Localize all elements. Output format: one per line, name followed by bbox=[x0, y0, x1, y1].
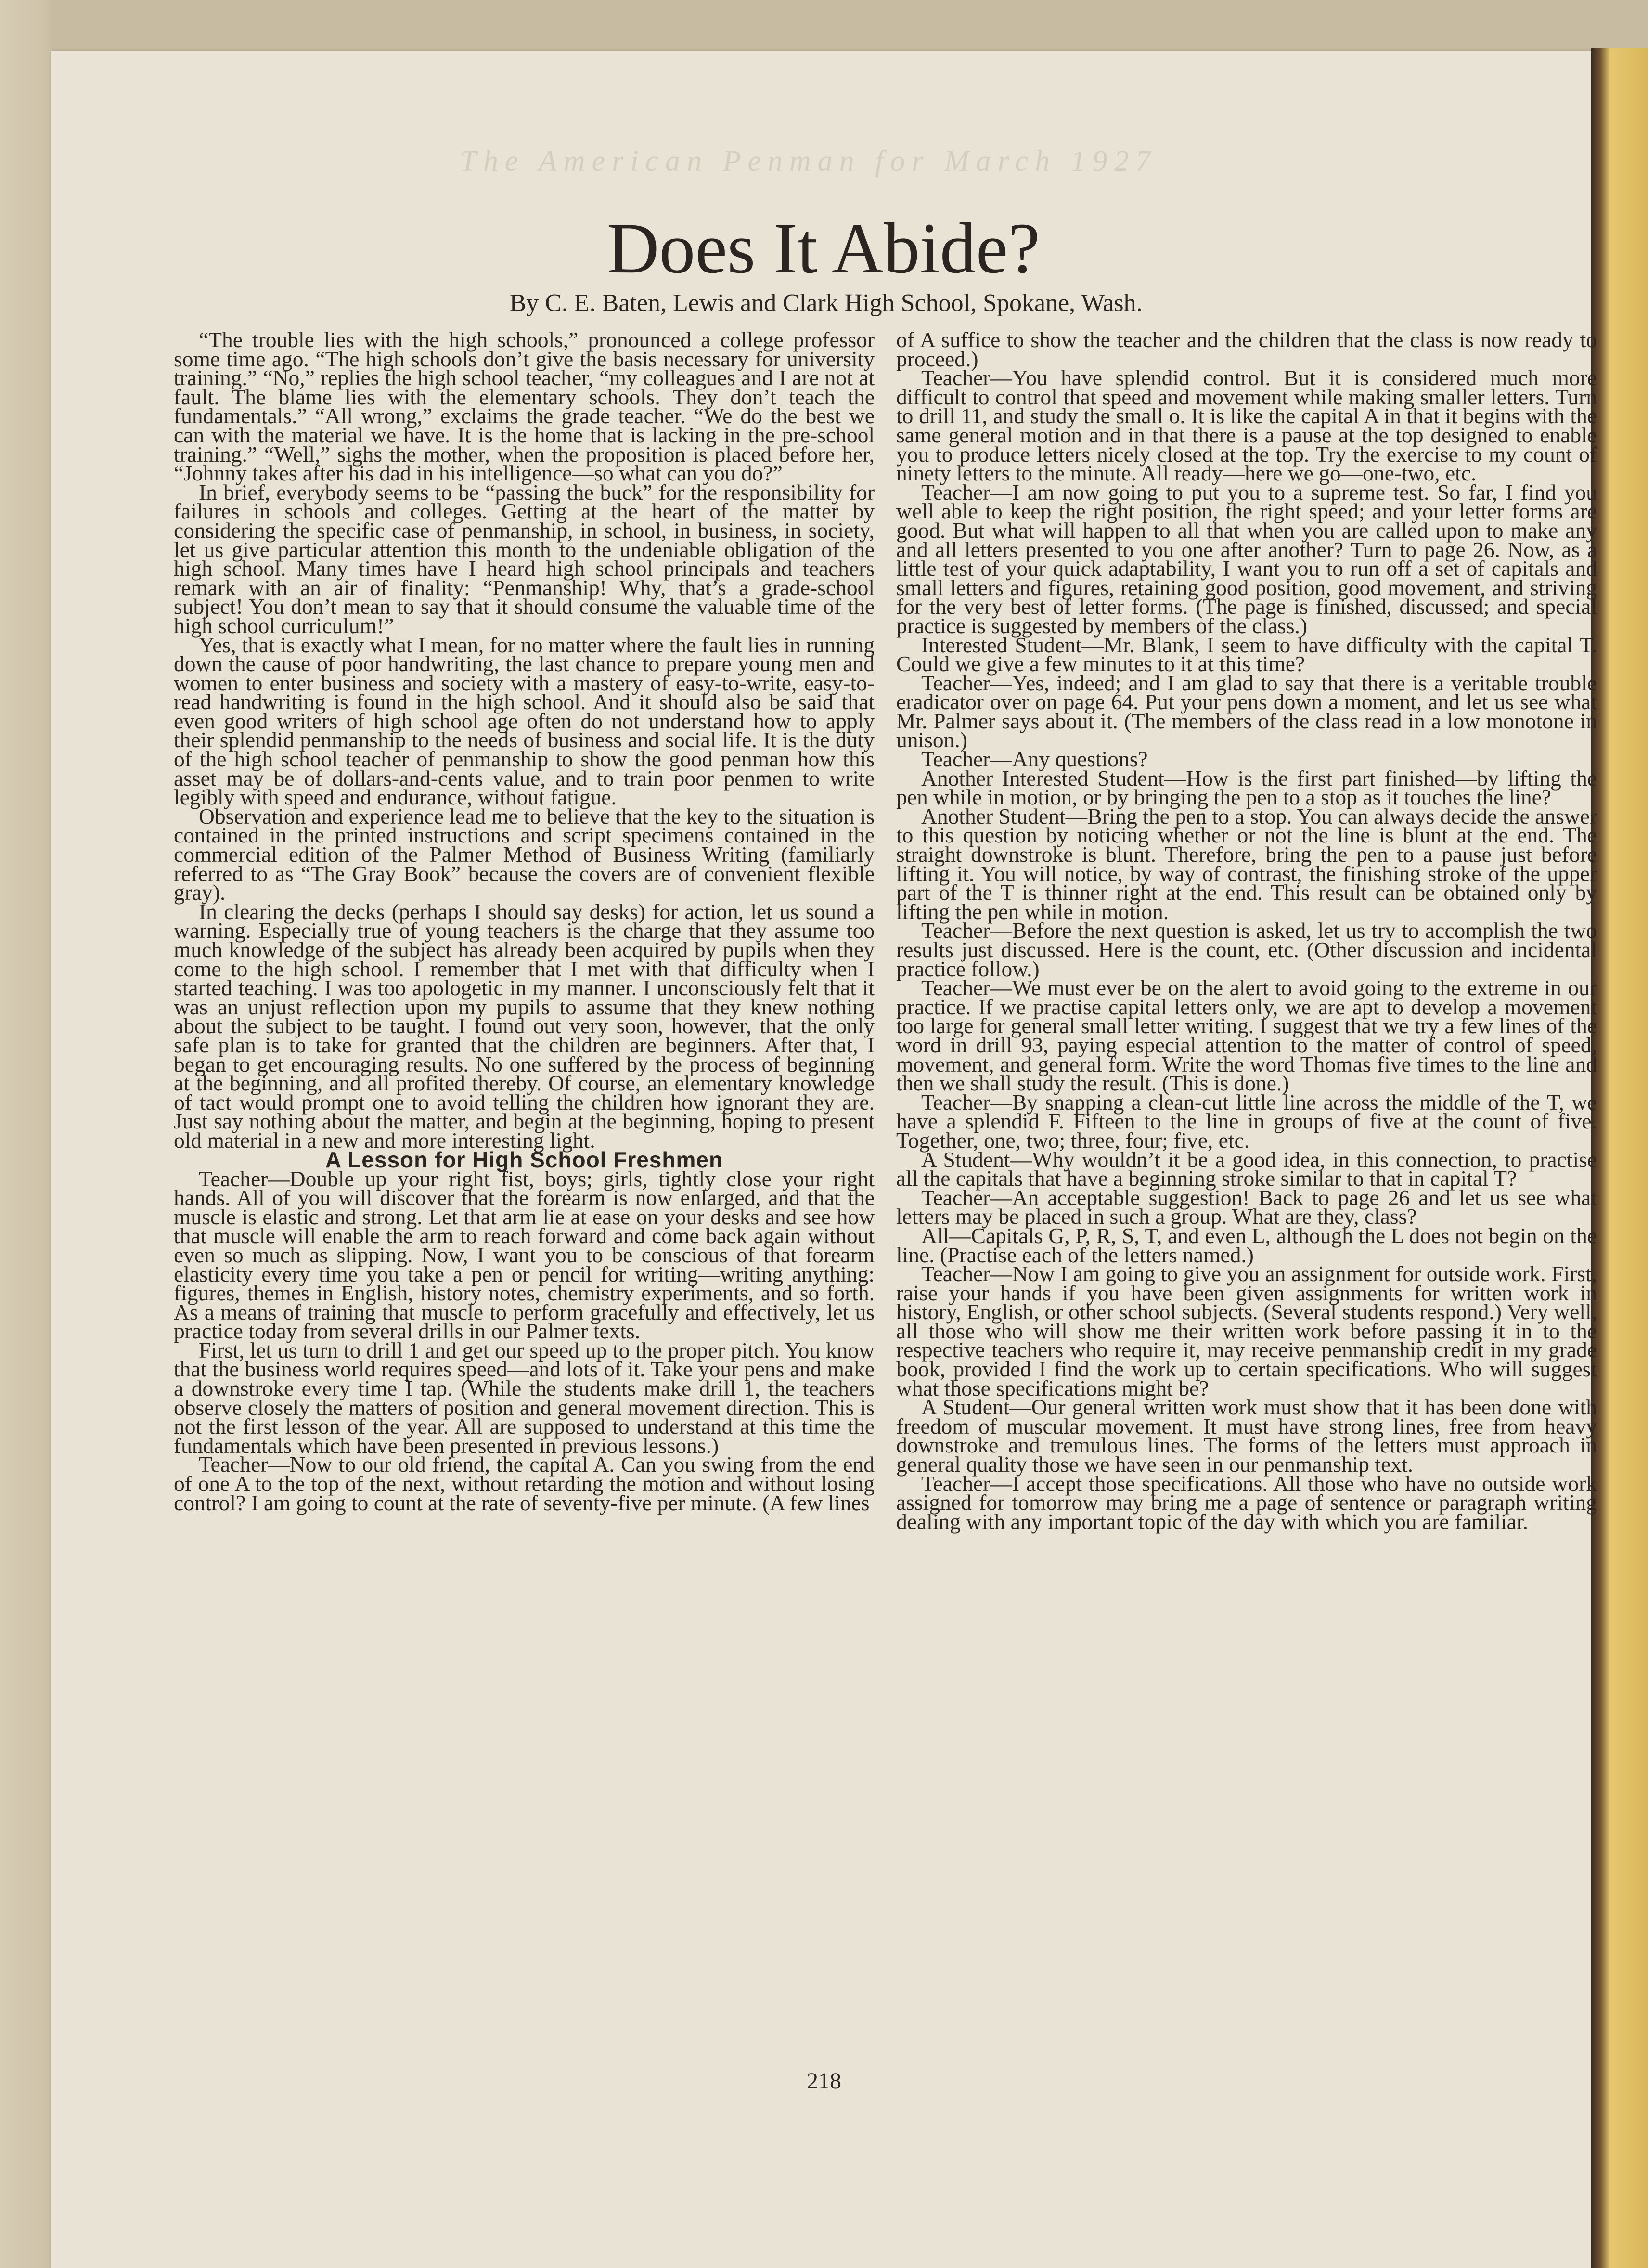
paragraph: Teacher—Double up your right fist, boys; girls, tightly close your right hands. All of you will discover that the forearm is now enlarged, and that the muscle is elastic and strong. Let that arm lie at ease on your desks and see how that muscle will enable the arm to reach forward and come back again without even so much as slipping. Now, I want you to be conscious of that forearm elasticity every time you take a pen or pencil for writing—writing anything: figures, themes in English, history notes, chemistry experiments, and so forth. As a means of training that muscle to perform gracefully and effectively, let us practice today from several drills in our Palmer texts. bbox=[174, 1166, 875, 1344]
left-column bbox=[174, 330, 875, 2047]
article-title: Does It Abide? bbox=[607, 208, 1040, 288]
paragraph: Teacher—An acceptable suggestion! Back to page 26 and let us see what letters may be placed in such a group. What are they, class? bbox=[896, 1185, 1597, 1229]
paragraph: Teacher—I accept those specifications. All those who have no outside work assigned for tomorrow may bring me a page of sentence or paragraph writing dealing with any important topic of the day with which you are familiar. bbox=[896, 1471, 1597, 1534]
paragraph: Teacher—Any questions? bbox=[921, 747, 1148, 772]
paragraph: Teacher—Now I am going to give you an assignment for outside work. First, raise your hands if you have been given assignments for written work in history, English, or other school subjects. (Several students respond.) Very well, all those who will show me their written work before passing it in to the respective teachers who require it, may receive penmanship credit in my grade book, provided I find the work up to certain specifications. Who will suggest what those specifications might be? bbox=[896, 1261, 1597, 1400]
paragraph: Teacher—Now to our old friend, the capital A. Can you swing from the end of one A to the top of the next, without retarding the motion and without losing control? I am going to count at the rate of seventy-five per minute. (A few lines bbox=[174, 1452, 875, 1515]
paragraph: Observation and experience lead me to believe that the key to the situation is contained in the printed instructions and script specimens contained in the commercial edition of the Palmer Method of Business Writing (familiarly referred to as “The Gray Book” because the covers are of convenient flexible gray). bbox=[174, 804, 875, 905]
paragraph: Teacher—By snapping a clean-cut little line across the middle of the T, we have a splendid F. Fifteen to the line in groups of five at the count of five. Together, one, two; three, four; five, etc. bbox=[896, 1089, 1597, 1153]
paragraph: First, let us turn to drill 1 and get our speed up to the proper pitch. You know that the business world requires speed—and lots of it. Take your pens and make a downstroke every time I tap. (While the students make drill 1, the teachers observe closely the matters of position and general movement direction. This is not the first lesson of the year. All are supposed to understand at this time the fundamentals which have been presented in previous lessons.) bbox=[174, 1337, 875, 1458]
paragraph: Teacher—Yes, indeed; and I am glad to say that there is a veritable trouble eradicator over on page 64. Put your pens down a moment, and let us see what Mr. Palmer says about it. (The members of the class read in a low monotone in unison.) bbox=[896, 670, 1597, 752]
paragraph: Another Interested Student—How is the first part finished—by lifting the pen while in motion, or by bringing the pen to a stop as it touches the line? bbox=[896, 765, 1597, 810]
paragraph: Another Student—Bring the pen to a stop. You can always decide the answer to this question by noticing whether or not the line is blunt at the end. The straight downstroke is blunt. Therefore, bring the pen to a pause just before lifting it. You will notice, by way of contrast, the finishing stroke of the upper part of the T is thinner right at the end. This result can be obtained only by lifting the pen while in motion. bbox=[896, 804, 1597, 924]
paragraph: In brief, everybody seems to be “passing the buck” for the responsibility for failures in schools and colleges. Getting at the heart of the matter by considering the specific case of penmanship, in school, in business, in society, let us give particular attention this month to the undeniable obligation of the high school. Many times have I heard high school principals and teachers remark with an air of finality: “Penmanship! Why, that’s a grade-school subject! You don’t mean to say that it should consume the valuable time of the high school curriculum!” bbox=[174, 480, 875, 638]
paragraph: A Student—Our general written work must show that it has been done with freedom of muscular movement. It must have strong lines, free from heavy downstroke and tremulous lines. The forms of the letters must approach in general quality those we have seen in our penmanship text. bbox=[896, 1395, 1597, 1477]
paragraph: All—Capitals G, P, R, S, T, and even L, although the L does not begin on the line. (Practise each of the letters named.) bbox=[896, 1223, 1597, 1267]
paragraph: Teacher—We must ever be on the alert to avoid going to the extreme in our practice. If we practise capital letters only, we are apt to develop a movement too large for general small letter writing. I suggest that we try a few lines of the word in drill 93, paying especial attention to the matter of control of speed, movement, and general form. Write the word Thomas five times to the line and then we shall study the result. (This is done.) bbox=[896, 975, 1597, 1096]
page-number: 218 bbox=[807, 2068, 841, 2094]
paragraph: “The trouble lies with the high schools,” pronounced a college professor some time ago. “The high schools don’t give the basis necessary for university training.” “No,” replies the high school teacher, “my colleagues and I are not at fault. The blame lies with the elementary schools. They don’t teach the fundamentals.” “All wrong,” exclaims the grade teacher. “We do the best we can with the material we have. It is the home that is lacking in the pre-school training.” “Well,” sighs the mother, when the proposition is placed before her, “Johnny takes after his dad in his intelligence—so what can you do?” bbox=[174, 330, 875, 486]
right-column bbox=[896, 330, 1597, 2047]
paragraph: Yes, that is exactly what I mean, for no matter where the fault lies in running down the cause of poor handwriting, the last chance to prepare young men and women to enter business and society with a mastery of easy-to-write, easy-to-read handwriting is found in the high school. And it should also be said that even good writers of high school age often do not understand how to apply their splendid penmanship to the needs of business and social life. It is the duty of the high school teacher of penmanship to show the good penman how this asset may be of dollars-and-cents value, and to train poor penmen to write legibly with speed and endurance, without fatigue. bbox=[174, 632, 875, 810]
paragraph: A Student—Why wouldn’t it be a good idea, in this connection, to practise all the capitals that have a beginning stroke similar to that in capital T? bbox=[896, 1147, 1597, 1191]
running-head-bleedthrough: The American Penman for March 1927 bbox=[460, 145, 1158, 178]
paragraph: of A suffice to show the teacher and the children that the class is now ready to proceed.) bbox=[896, 330, 1597, 371]
paragraph: Teacher—You have splendid control. But it is considered much more difficult to control that speed and movement while making smaller letters. Turn to drill 11, and study the small o. It is like the capital A in that it begins with the same general motion and in that there is a pause at the top designed to enable you to produce letters nicely closed at the top. Try the exercise to my count of ninety letters to the minute. All ready—here we go—one-two, etc. bbox=[896, 365, 1597, 486]
paragraph: Teacher—Before the next question is asked, let us try to accomplish the two results just discussed. Here is the count, etc. (Other discussion and incidental practice follow.) bbox=[896, 918, 1597, 981]
paragraph: In clearing the decks (perhaps I should say desks) for action, let us sound a warning. Especially true of young teachers is the charge that they assume too much knowledge of the subject has already been acquired by pupils when they come to the high school. I remember that I met with that difficulty when I started teaching. I was too apologetic in my manner. I unconsciously felt that it was an unjust reflection upon my pupils to assume that they knew nothing about the subject to be taught. I found out very soon, however, that the only safe plan is to take for granted that the children are beginners. After that, I began to get encouraging results. No one suffered by the process of beginning at the beginning, and all profited thereby. Of course, an elementary knowledge of tact would prompt one to avoid telling the children how ignorant they are. Just say nothing about the matter, and begin at the beginning, hoping to present old material in a new and more interesting light. bbox=[174, 899, 875, 1153]
paragraph: Teacher—I am now going to put you to a supreme test. So far, I find you well able to keep the right position, the right speed; and your letter forms are good. But what will happen to all that when you are called upon to make any and all letters presented to you one after another? Turn to page 26. Now, as a little test of your quick adaptability, I want you to run off a set of capitals and small letters and figures, retaining good position, good movement, and striving for the very best of letter forms. (The page is finished, discussed; and special practice is suggested by members of the class.) bbox=[896, 480, 1597, 638]
paragraph: Interested Student—Mr. Blank, I seem to have difficulty with the capital T. Could we give a few minutes to it at this time? bbox=[896, 632, 1597, 676]
article-byline: By C. E. Baten, Lewis and Clark High School, Spokane, Wash. bbox=[509, 289, 1143, 317]
page-edge-strip bbox=[1591, 48, 1648, 2268]
section-heading: A Lesson for High School Freshmen bbox=[325, 1147, 723, 1172]
